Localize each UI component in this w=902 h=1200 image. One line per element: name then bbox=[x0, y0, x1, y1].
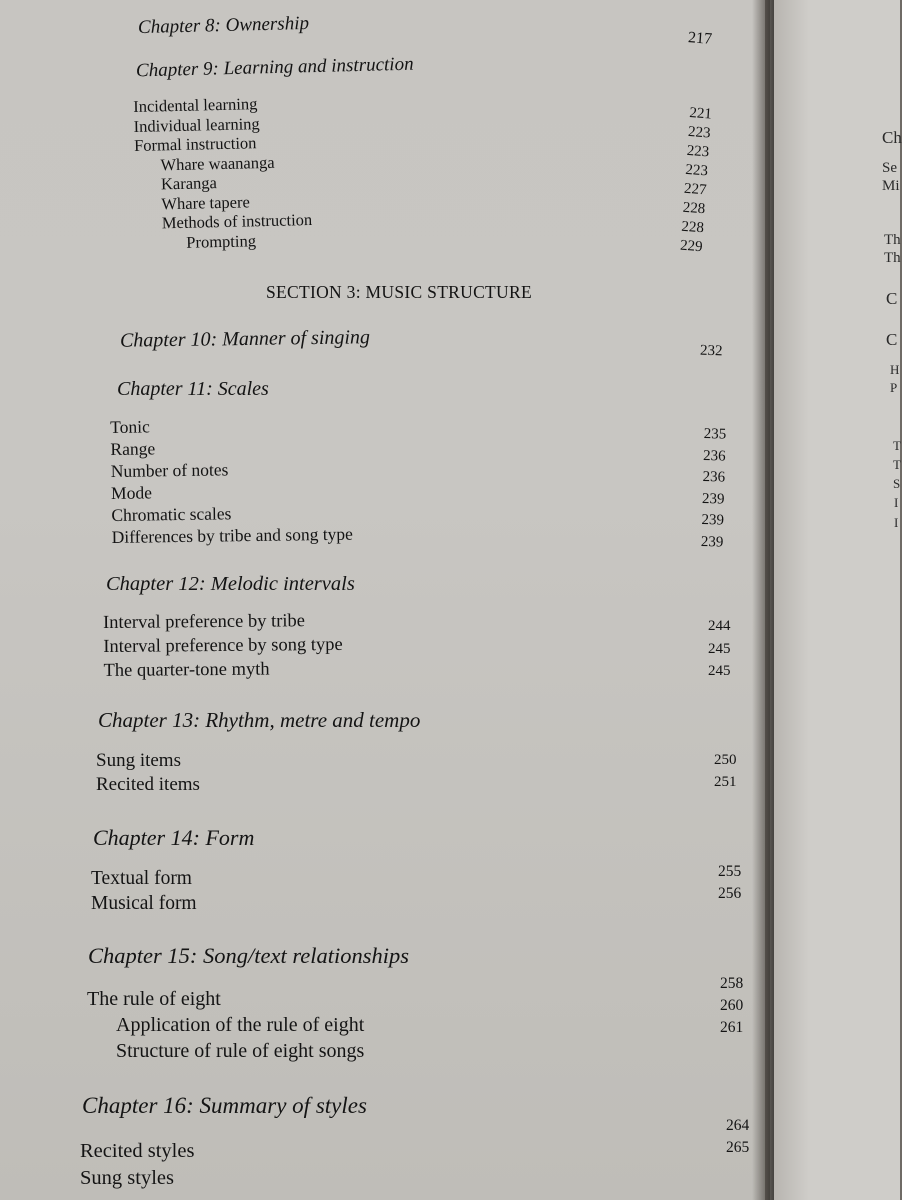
chapter-9-entries bbox=[133, 93, 313, 253]
toc-entry: Formal instruction bbox=[133, 133, 257, 155]
chapter-10-page bbox=[700, 343, 723, 361]
toc-entry: Sung styles bbox=[80, 1167, 174, 1189]
chapter-12-title: Chapter 12: Melodic intervals bbox=[106, 573, 355, 595]
fragment: T bbox=[893, 457, 901, 472]
chapter-13-title: Chapter 13: Rhythm, metre and tempo bbox=[98, 708, 421, 732]
page-number: 235 bbox=[703, 425, 727, 443]
fragment: T bbox=[893, 438, 901, 453]
page-number: 239 bbox=[701, 490, 725, 508]
fragment: Mi bbox=[882, 178, 900, 194]
page-number: 228 bbox=[682, 199, 706, 218]
fragment: C bbox=[886, 289, 898, 308]
fragment: Se bbox=[882, 160, 897, 176]
page-number: 245 bbox=[708, 640, 731, 657]
page-number: 256 bbox=[718, 885, 742, 902]
page-number: 250 bbox=[714, 752, 737, 768]
toc-entry: Differences by tribe and song type bbox=[111, 523, 354, 547]
toc-entry: Textual form bbox=[91, 868, 192, 889]
fragment: Th bbox=[884, 232, 901, 248]
page-number: 229 bbox=[679, 237, 704, 256]
chapter-8-page bbox=[687, 29, 712, 49]
chapter-14-entries bbox=[91, 866, 197, 916]
page-number: 236 bbox=[702, 447, 726, 465]
chapter-12-pages bbox=[708, 615, 731, 683]
page-number: 264 bbox=[726, 1117, 750, 1134]
fragment: H bbox=[890, 362, 900, 377]
chapter-14-title: Chapter 14: Form bbox=[93, 825, 255, 850]
chapter-15-entries bbox=[87, 986, 364, 1064]
chapter-13-pages bbox=[714, 749, 737, 793]
page-number: 251 bbox=[714, 774, 737, 790]
page-number: 265 bbox=[726, 1139, 750, 1156]
chapter-16-pages bbox=[726, 1115, 749, 1159]
page-number: 217 bbox=[687, 29, 713, 48]
toc-entry: Mode bbox=[110, 482, 153, 503]
toc-entry: Whare tapere bbox=[161, 191, 251, 213]
chapter-8-title: Chapter 8: Ownership bbox=[137, 12, 310, 39]
chapter-15-title: Chapter 15: Song/text relationships bbox=[88, 943, 410, 968]
page-number: 223 bbox=[686, 142, 710, 161]
section-heading: SECTION 3: MUSIC STRUCTURE bbox=[266, 282, 532, 302]
toc-entry: Recited items bbox=[96, 774, 200, 795]
page-number: 255 bbox=[718, 863, 742, 880]
toc-entry: Musical form bbox=[91, 893, 197, 914]
chapter-11-pages bbox=[701, 424, 727, 554]
toc-entry: Sung items bbox=[96, 750, 181, 771]
page-number: 260 bbox=[720, 997, 744, 1014]
toc-entry: Interval preference by tribe bbox=[103, 611, 306, 633]
chapter-9-title: Chapter 9: Learning and instruction bbox=[135, 53, 414, 82]
fragment: I bbox=[894, 495, 899, 510]
toc-entry: Recited styles bbox=[80, 1140, 195, 1162]
chapter-13-entries bbox=[96, 749, 200, 797]
toc-entry: Interval preference by song type bbox=[103, 634, 343, 657]
chapter-11-entries bbox=[110, 413, 353, 548]
toc-entry: Range bbox=[110, 438, 156, 459]
fragment: Ch bbox=[882, 128, 902, 147]
toc-entry: Incidental learning bbox=[133, 94, 258, 116]
chapter-9-pages bbox=[679, 104, 712, 257]
fragment: P bbox=[890, 380, 898, 395]
chapter-10-title: Chapter 10: Manner of singing bbox=[119, 326, 371, 352]
toc-entry: Chromatic scales bbox=[111, 503, 232, 525]
chapter-16-title: Chapter 16: Summary of styles bbox=[82, 1093, 367, 1118]
toc-entry: Number of notes bbox=[110, 459, 229, 481]
fragment: Th bbox=[884, 250, 901, 266]
toc-entry: Tonic bbox=[110, 416, 150, 437]
toc-entry: Application of the rule of eight bbox=[116, 1014, 365, 1036]
page-number: 228 bbox=[680, 218, 705, 237]
toc-entry: Karanga bbox=[160, 173, 218, 194]
chapter-12-entries bbox=[103, 609, 343, 683]
page-number: 223 bbox=[687, 123, 712, 142]
page-number: 223 bbox=[684, 161, 709, 180]
page-number: 239 bbox=[701, 511, 725, 529]
page-number: 245 bbox=[708, 663, 731, 679]
chapter-15-pages bbox=[720, 973, 743, 1039]
fragment: C bbox=[886, 330, 898, 349]
chapter-14-pages bbox=[718, 861, 741, 905]
toc-entry: Methods of instruction bbox=[161, 209, 313, 233]
page-number: 261 bbox=[720, 1019, 744, 1036]
toc-entry: The rule of eight bbox=[87, 988, 221, 1010]
chapter-11-title: Chapter 11: Scales bbox=[117, 378, 269, 400]
toc-entry: The quarter-tone myth bbox=[103, 659, 270, 681]
page-number: 236 bbox=[702, 468, 726, 486]
page-number: 232 bbox=[699, 342, 723, 360]
toc-entry: Whare waananga bbox=[160, 152, 275, 174]
fragment: I bbox=[894, 515, 899, 530]
page-number: 239 bbox=[700, 533, 724, 551]
page-number: 244 bbox=[708, 618, 731, 634]
page-number: 221 bbox=[688, 104, 713, 123]
page-number: 227 bbox=[683, 180, 708, 199]
page-number: 258 bbox=[720, 975, 744, 992]
toc-entry: Prompting bbox=[186, 230, 257, 252]
fragment: S bbox=[893, 476, 901, 491]
toc-entry: Individual learning bbox=[133, 113, 260, 136]
facing-page bbox=[770, 0, 900, 1200]
chapter-16-entries bbox=[80, 1138, 194, 1192]
toc-entry: Structure of rule of eight songs bbox=[116, 1040, 365, 1062]
